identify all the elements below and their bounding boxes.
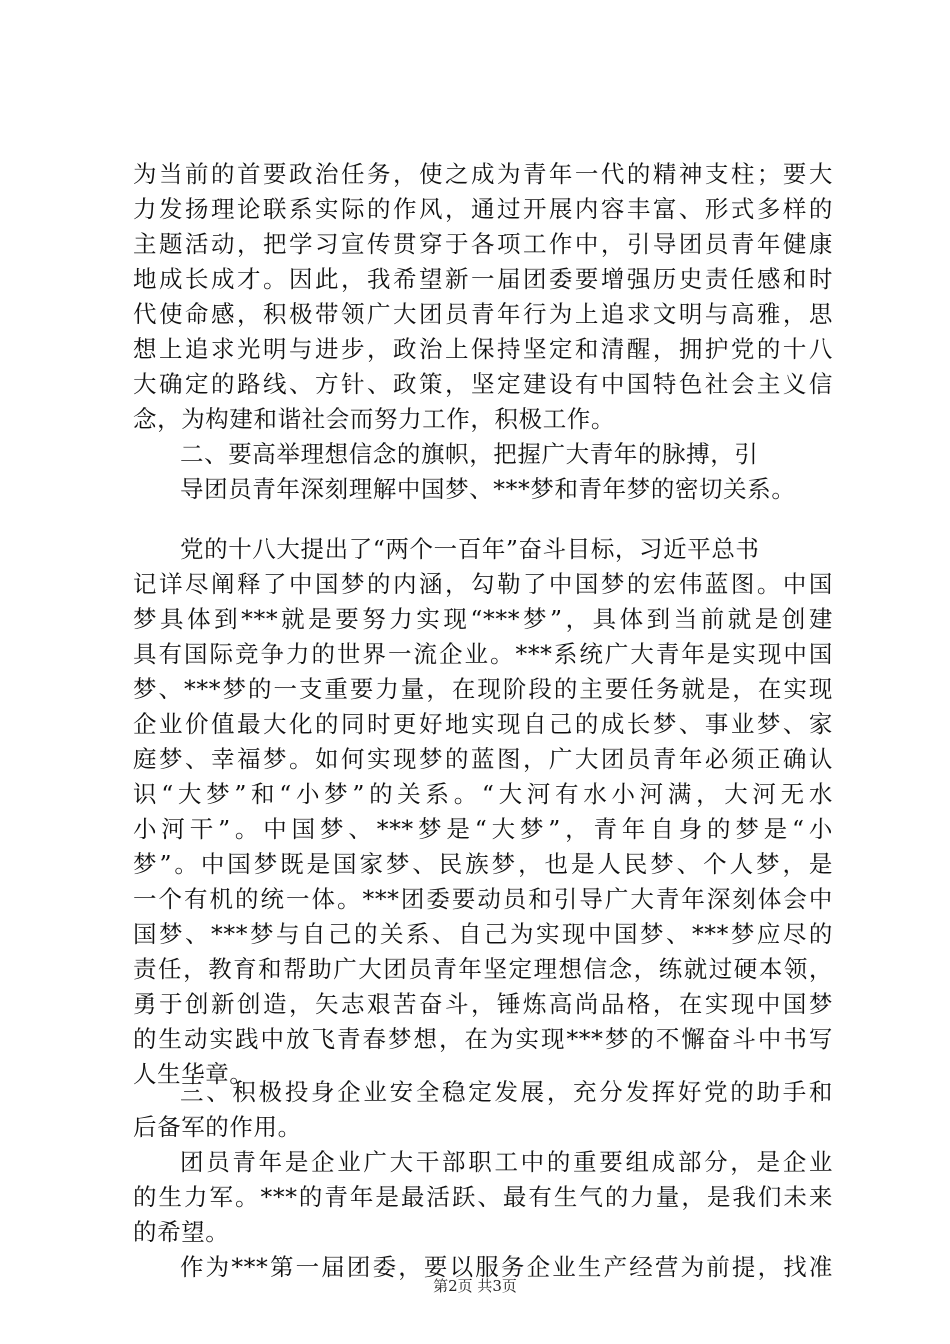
text-line: 地成长成才。因此，我希望新一届团委要增强历史责任感和时 xyxy=(133,265,833,293)
text-line: 识“大梦”和“小梦”的关系。“大河有水小河满，大河无水 xyxy=(133,780,833,808)
text-line: 小河干”。中国梦、***梦是“大梦”，青年自身的梦是“小 xyxy=(133,815,833,843)
text-line: 国梦、***梦与自己的关系、自己为实现中国梦、***梦应尽的 xyxy=(133,920,833,948)
text-line: 记详尽阐释了中国梦的内涵，勾勒了中国梦的宏伟蓝图。中国 xyxy=(133,570,833,598)
text-line: 的生动实践中放飞青春梦想，在为实现***梦的不懈奋斗中书写 xyxy=(133,1025,833,1053)
text-line: 梦、***梦的一支重要力量，在现阶段的主要任务就是，在实现 xyxy=(133,675,833,703)
text-line: 大确定的路线、方针、政策，坚定建设有中国特色社会主义信 xyxy=(133,370,833,398)
paragraph-first-line: 党的十八大提出了“两个一百年”奋斗目标，习近平总书 xyxy=(180,535,760,563)
text-line: 梦具体到***就是要努力实现“***梦”，具体到当前就是创建 xyxy=(133,605,833,633)
text-line: 的生力军。***的青年是最活跃、最有生气的力量，是我们未来 xyxy=(133,1183,833,1211)
section-heading-line: 后备军的作用。 xyxy=(133,1113,302,1141)
text-line: 想上追求光明与进步，政治上保持坚定和清醒，拥护党的十八 xyxy=(133,335,833,363)
paragraph-first-line: 团员青年是企业广大干部职工中的重要组成部分，是企业 xyxy=(180,1148,833,1176)
text-line: 念，为构建和谐社会而努力工作，积极工作。 xyxy=(133,405,615,433)
text-line: 的希望。 xyxy=(133,1218,230,1246)
text-line: 具有国际竞争力的世界一流企业。***系统广大青年是实现中国 xyxy=(133,640,833,668)
text-line: 力发扬理论联系实际的作风，通过开展内容丰富、形式多样的 xyxy=(133,195,833,223)
text-line: 责任，教育和帮助广大团员青年坚定理想信念，练就过硬本领， xyxy=(133,955,833,983)
page-footer: 第2页 共3页 xyxy=(433,1277,517,1295)
text-line: 一个有机的统一体。***团委要动员和引导广大青年深刻体会中 xyxy=(133,885,833,913)
section-heading-line: 二、要高举理想信念的旗帜，把握广大青年的脉搏，引 xyxy=(180,440,759,468)
section-heading-line: 三、积极投身企业安全稳定发展，充分发挥好党的助手和 xyxy=(180,1078,833,1106)
text-line: 人生华章。 xyxy=(133,1060,254,1088)
text-line: 庭梦、幸福梦。如何实现梦的蓝图，广大团员青年必须正确认 xyxy=(133,745,833,773)
paragraph-first-line: 作为***第一届团委，要以服务企业生产经营为前提，找准 xyxy=(180,1253,833,1281)
text-line: 主题活动，把学习宣传贯穿于各项工作中，引导团员青年健康 xyxy=(133,230,833,258)
text-line: 梦”。中国梦既是国家梦、民族梦，也是人民梦、个人梦，是 xyxy=(133,850,833,878)
text-line: 勇于创新创造，矢志艰苦奋斗，锤炼高尚品格，在实现中国梦 xyxy=(133,990,833,1018)
text-line: 企业价值最大化的同时更好地实现自己的成长梦、事业梦、家 xyxy=(133,710,833,738)
text-line: 代使命感，积极带领广大团员青年行为上追求文明与高雅，思 xyxy=(133,300,833,328)
section-heading-line: 导团员青年深刻理解中国梦、***梦和青年梦的密切关系。 xyxy=(180,475,796,503)
text-line: 为当前的首要政治任务，使之成为青年一代的精神支柱；要大 xyxy=(133,160,833,188)
